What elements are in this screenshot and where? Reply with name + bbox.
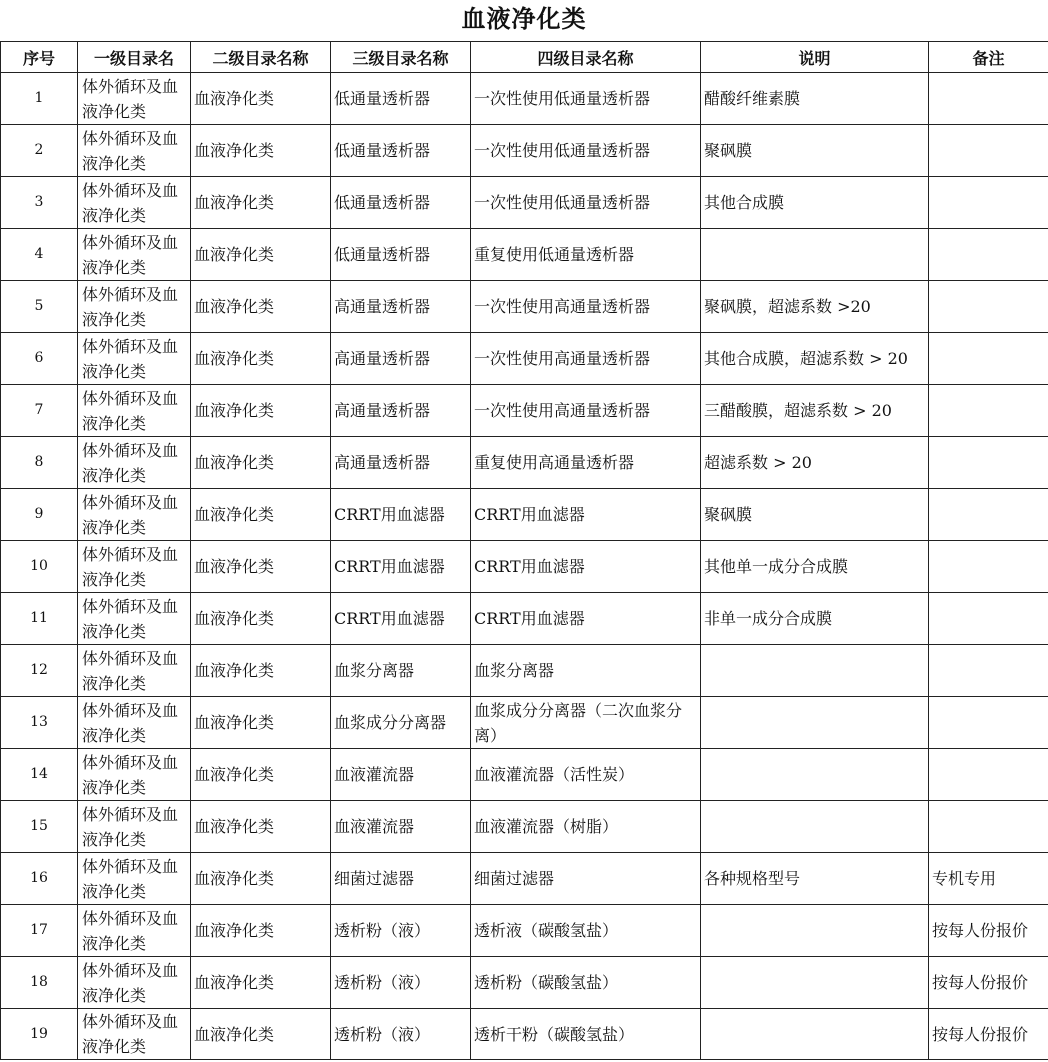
cell-level3: 血液灌流器 bbox=[331, 749, 471, 801]
cell-description: 三醋酸膜，超滤系数 > 20 bbox=[701, 385, 929, 437]
cell-remarks: 按每人份报价 bbox=[929, 1009, 1048, 1060]
table-row bbox=[1, 541, 1048, 593]
cell-level2: 血液净化类 bbox=[191, 697, 331, 749]
cell-level2: 血液净化类 bbox=[191, 853, 331, 905]
cell-level1: 体外循环及血液净化类 bbox=[78, 229, 191, 281]
cell-level2: 血液净化类 bbox=[191, 177, 331, 229]
table-row bbox=[1, 385, 1048, 437]
cell-remarks bbox=[929, 541, 1048, 593]
cell-remarks bbox=[929, 593, 1048, 645]
cell-description bbox=[701, 229, 929, 281]
cell-level3: 高通量透析器 bbox=[331, 281, 471, 333]
table-row bbox=[1, 489, 1048, 541]
cell-level2: 血液净化类 bbox=[191, 125, 331, 177]
cell-level4: 透析液（碳酸氢盐） bbox=[471, 905, 701, 957]
cell-seq: 6 bbox=[1, 333, 78, 385]
cell-level4: CRRT用血滤器 bbox=[471, 541, 701, 593]
cell-remarks bbox=[929, 437, 1048, 489]
cell-seq: 9 bbox=[1, 489, 78, 541]
cell-level1: 体外循环及血液净化类 bbox=[78, 905, 191, 957]
cell-level2: 血液净化类 bbox=[191, 385, 331, 437]
header-level3: 三级目录名称 bbox=[331, 42, 471, 73]
cell-level2: 血液净化类 bbox=[191, 281, 331, 333]
cell-seq: 14 bbox=[1, 749, 78, 801]
cell-level2: 血液净化类 bbox=[191, 905, 331, 957]
cell-remarks: 专机专用 bbox=[929, 853, 1048, 905]
cell-description: 聚砜膜，超滤系数 >20 bbox=[701, 281, 929, 333]
cell-seq: 19 bbox=[1, 1009, 78, 1060]
cell-level4: 透析粉（碳酸氢盐） bbox=[471, 957, 701, 1009]
cell-level1: 体外循环及血液净化类 bbox=[78, 957, 191, 1009]
cell-level1: 体外循环及血液净化类 bbox=[78, 853, 191, 905]
cell-remarks bbox=[929, 125, 1048, 177]
cell-description: 聚砜膜 bbox=[701, 489, 929, 541]
cell-remarks: 按每人份报价 bbox=[929, 957, 1048, 1009]
table-row bbox=[1, 437, 1048, 489]
cell-level3: 血浆分离器 bbox=[331, 645, 471, 697]
cell-level4: 一次性使用低通量透析器 bbox=[471, 73, 701, 125]
cell-level3: 高通量透析器 bbox=[331, 333, 471, 385]
cell-remarks bbox=[929, 801, 1048, 853]
catalog-table bbox=[0, 41, 1048, 1060]
cell-level4: 一次性使用高通量透析器 bbox=[471, 385, 701, 437]
cell-level2: 血液净化类 bbox=[191, 645, 331, 697]
cell-level1: 体外循环及血液净化类 bbox=[78, 125, 191, 177]
cell-description bbox=[701, 697, 929, 749]
cell-level1: 体外循环及血液净化类 bbox=[78, 593, 191, 645]
table-row bbox=[1, 957, 1048, 1009]
cell-description: 其他合成膜 bbox=[701, 177, 929, 229]
cell-level4: 血液灌流器（活性炭） bbox=[471, 749, 701, 801]
cell-level1: 体外循环及血液净化类 bbox=[78, 801, 191, 853]
page-title: 血液净化类 bbox=[461, 5, 587, 33]
cell-level1: 体外循环及血液净化类 bbox=[78, 333, 191, 385]
cell-description: 聚砜膜 bbox=[701, 125, 929, 177]
cell-seq: 8 bbox=[1, 437, 78, 489]
cell-remarks bbox=[929, 177, 1048, 229]
header-level2: 二级目录名称 bbox=[191, 42, 331, 73]
cell-description bbox=[701, 1009, 929, 1060]
table-row bbox=[1, 125, 1048, 177]
cell-remarks bbox=[929, 281, 1048, 333]
cell-description bbox=[701, 801, 929, 853]
cell-level2: 血液净化类 bbox=[191, 749, 331, 801]
table-row bbox=[1, 281, 1048, 333]
cell-level2: 血液净化类 bbox=[191, 333, 331, 385]
header-level1: 一级目录名 bbox=[78, 42, 191, 73]
cell-level2: 血液净化类 bbox=[191, 1009, 331, 1060]
cell-level2: 血液净化类 bbox=[191, 229, 331, 281]
cell-description bbox=[701, 645, 929, 697]
cell-seq: 18 bbox=[1, 957, 78, 1009]
cell-level1: 体外循环及血液净化类 bbox=[78, 177, 191, 229]
cell-level1: 体外循环及血液净化类 bbox=[78, 749, 191, 801]
cell-remarks bbox=[929, 333, 1048, 385]
cell-level4: 重复使用高通量透析器 bbox=[471, 437, 701, 489]
table-row bbox=[1, 1009, 1048, 1060]
cell-description: 非单一成分合成膜 bbox=[701, 593, 929, 645]
cell-description: 其他合成膜，超滤系数 > 20 bbox=[701, 333, 929, 385]
cell-level4: 一次性使用高通量透析器 bbox=[471, 281, 701, 333]
cell-description: 超滤系数 > 20 bbox=[701, 437, 929, 489]
cell-level3: 血液灌流器 bbox=[331, 801, 471, 853]
cell-description: 各种规格型号 bbox=[701, 853, 929, 905]
cell-level4: 一次性使用高通量透析器 bbox=[471, 333, 701, 385]
cell-remarks bbox=[929, 73, 1048, 125]
cell-seq: 12 bbox=[1, 645, 78, 697]
cell-seq: 7 bbox=[1, 385, 78, 437]
cell-remarks: 按每人份报价 bbox=[929, 905, 1048, 957]
table-row bbox=[1, 229, 1048, 281]
cell-seq: 5 bbox=[1, 281, 78, 333]
cell-level1: 体外循环及血液净化类 bbox=[78, 645, 191, 697]
table-row bbox=[1, 73, 1048, 125]
cell-level3: 细菌过滤器 bbox=[331, 853, 471, 905]
header-seq: 序号 bbox=[1, 42, 78, 73]
table-row bbox=[1, 801, 1048, 853]
cell-seq: 10 bbox=[1, 541, 78, 593]
table-row bbox=[1, 749, 1048, 801]
cell-level3: 透析粉（液） bbox=[331, 1009, 471, 1060]
cell-level4: 细菌过滤器 bbox=[471, 853, 701, 905]
cell-seq: 2 bbox=[1, 125, 78, 177]
cell-level3: 高通量透析器 bbox=[331, 385, 471, 437]
cell-level4: 一次性使用低通量透析器 bbox=[471, 177, 701, 229]
cell-level3: 低通量透析器 bbox=[331, 125, 471, 177]
cell-level1: 体外循环及血液净化类 bbox=[78, 73, 191, 125]
cell-level4: 一次性使用低通量透析器 bbox=[471, 125, 701, 177]
cell-level3: 高通量透析器 bbox=[331, 437, 471, 489]
cell-level1: 体外循环及血液净化类 bbox=[78, 437, 191, 489]
cell-remarks bbox=[929, 229, 1048, 281]
cell-level2: 血液净化类 bbox=[191, 437, 331, 489]
table-header-row bbox=[1, 42, 1048, 73]
table-row bbox=[1, 853, 1048, 905]
cell-description: 其他单一成分合成膜 bbox=[701, 541, 929, 593]
header-level4: 四级目录名称 bbox=[471, 42, 701, 73]
cell-seq: 1 bbox=[1, 73, 78, 125]
table-row bbox=[1, 905, 1048, 957]
table-row bbox=[1, 697, 1048, 749]
cell-level2: 血液净化类 bbox=[191, 801, 331, 853]
cell-level4: 血浆成分分离器（二次血浆分离） bbox=[471, 697, 701, 749]
cell-seq: 3 bbox=[1, 177, 78, 229]
cell-level3: 低通量透析器 bbox=[331, 229, 471, 281]
cell-level2: 血液净化类 bbox=[191, 541, 331, 593]
table-row bbox=[1, 645, 1048, 697]
cell-level3: CRRT用血滤器 bbox=[331, 541, 471, 593]
cell-level3: 低通量透析器 bbox=[331, 73, 471, 125]
cell-level2: 血液净化类 bbox=[191, 957, 331, 1009]
cell-level3: 低通量透析器 bbox=[331, 177, 471, 229]
table-row bbox=[1, 177, 1048, 229]
cell-seq: 17 bbox=[1, 905, 78, 957]
cell-remarks bbox=[929, 749, 1048, 801]
cell-level2: 血液净化类 bbox=[191, 73, 331, 125]
cell-level4: 重复使用低通量透析器 bbox=[471, 229, 701, 281]
cell-description bbox=[701, 957, 929, 1009]
cell-level4: CRRT用血滤器 bbox=[471, 593, 701, 645]
cell-description: 醋酸纤维素膜 bbox=[701, 73, 929, 125]
cell-level1: 体外循环及血液净化类 bbox=[78, 697, 191, 749]
cell-level3: 透析粉（液） bbox=[331, 905, 471, 957]
cell-seq: 15 bbox=[1, 801, 78, 853]
cell-seq: 11 bbox=[1, 593, 78, 645]
cell-seq: 16 bbox=[1, 853, 78, 905]
cell-description bbox=[701, 749, 929, 801]
cell-remarks bbox=[929, 645, 1048, 697]
cell-seq: 13 bbox=[1, 697, 78, 749]
cell-remarks bbox=[929, 697, 1048, 749]
cell-level4: 血浆分离器 bbox=[471, 645, 701, 697]
cell-level2: 血液净化类 bbox=[191, 593, 331, 645]
cell-level3: CRRT用血滤器 bbox=[331, 489, 471, 541]
header-remarks: 备注 bbox=[929, 42, 1048, 73]
cell-level1: 体外循环及血液净化类 bbox=[78, 541, 191, 593]
cell-level3: 血浆成分分离器 bbox=[331, 697, 471, 749]
cell-level4: CRRT用血滤器 bbox=[471, 489, 701, 541]
table-row bbox=[1, 333, 1048, 385]
cell-remarks bbox=[929, 489, 1048, 541]
cell-level1: 体外循环及血液净化类 bbox=[78, 489, 191, 541]
cell-level3: 透析粉（液） bbox=[331, 957, 471, 1009]
cell-remarks bbox=[929, 385, 1048, 437]
cell-level1: 体外循环及血液净化类 bbox=[78, 281, 191, 333]
table-row bbox=[1, 593, 1048, 645]
cell-level1: 体外循环及血液净化类 bbox=[78, 1009, 191, 1060]
cell-level1: 体外循环及血液净化类 bbox=[78, 385, 191, 437]
cell-level4: 透析干粉（碳酸氢盐） bbox=[471, 1009, 701, 1060]
cell-description bbox=[701, 905, 929, 957]
cell-level2: 血液净化类 bbox=[191, 489, 331, 541]
cell-level4: 血液灌流器（树脂） bbox=[471, 801, 701, 853]
cell-seq: 4 bbox=[1, 229, 78, 281]
cell-level3: CRRT用血滤器 bbox=[331, 593, 471, 645]
header-description: 说明 bbox=[701, 42, 929, 73]
